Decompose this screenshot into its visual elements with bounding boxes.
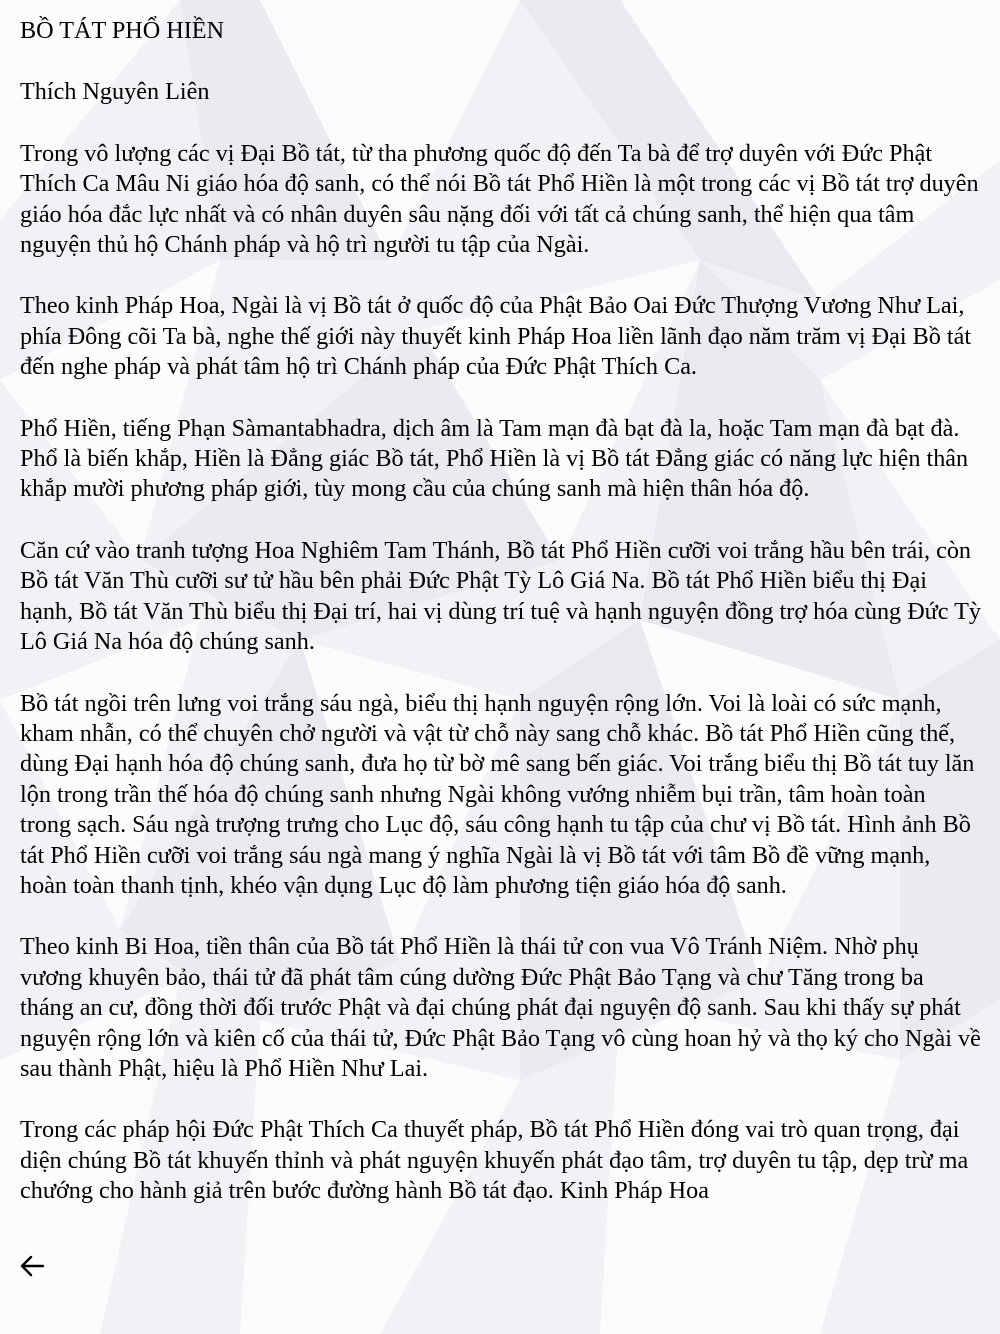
paragraph: Trong vô lượng các vị Đại Bồ tát, từ tha phương quốc độ đến Ta bà để trợ duyên với Đức Phật Thích Ca Mâu Ni giáo hóa độ sanh, có thể nói Bồ tát Phổ Hiền là một trong các vị Bồ tát trợ duyên giáo hóa đắc lực nhất và có nhân duyên sâu nặng đối với tất cả chúng sanh, thể hiện qua tâm nguyện thủ hộ Chánh pháp và hộ trì người tu tập của Ngài.	[20, 139, 979, 259]
paragraph: Theo kinh Bi Hoa, tiền thân của Bồ tát Phổ Hiền là thái tử con vua Vô Tránh Niệm. Nhờ phụ vương khuyên bảo, thái tử đã phát tâm cúng dường Đức Phật Bảo Tạng và chư Tăng trong ba tháng an cư, đồng thời đối trước Phật và đại chúng phát đại nguyện độ sanh. Sau khi thấy sự phát nguyện rộng lớn và kiên cố của thái tử, Đức Phật Bảo Tạng vô cùng hoan hỷ và thọ ký cho Ngài về sau thành Phật, hiệu là Phổ Hiền Như Lai.	[20, 933, 981, 1082]
paragraph: Bồ tát ngồi trên lưng voi trắng sáu ngà, biểu thị hạnh nguyện rộng lớn. Voi là loài có sức mạnh, kham nhẫn, có thể chuyên chở người và vật từ chỗ này sang chỗ khác. Bồ tát Phổ Hiền cũng thế, dùng Đại hạnh hóa độ chúng sanh, đưa họ từ bờ mê sang bến giác. Voi trắng biểu thị Bồ tát tuy lăn lộn trong trần thế hóa độ chúng sanh nhưng Ngài không vướng nhiễm bụi trần, tâm hoàn toàn trong sạch. Sáu ngà trượng trưng cho Lục độ, sáu công hạnh tu tập của chư vị Bồ tát. Hình ảnh Bồ tát Phổ Hiền cưỡi voi trắng sáu ngà mang ý nghĩa Ngài là vị Bồ tát với tâm Bồ đề vững mạnh, hoàn toàn thanh tịnh, khéo vận dụng Lục độ làm phương tiện giáo hóa độ sanh.	[20, 689, 975, 899]
paragraph: Phổ Hiền, tiếng Phạn Sàmantabhadra, dịch âm là Tam mạn đà bạt đà la, hoặc Tam mạn đà bạt đà. Phổ là biến khắp, Hiền là Đẳng giác Bồ tát, Phổ Hiền là vị Bồ tát Đẳng giác có năng lực hiện thân khắp mười phương pháp giới, tùy mong cầu của chúng sanh mà hiện thân hóa độ.	[20, 414, 969, 503]
back-button[interactable]	[14, 1248, 50, 1284]
document-reader[interactable]	[20, 16, 982, 1252]
document-author: Thích Nguyên Liên	[20, 78, 210, 106]
paragraph: Căn cứ vào tranh tượng Hoa Nghiêm Tam Thánh, Bồ tát Phổ Hiền cưỡi voi trắng hầu bên trái, còn Bồ tát Văn Thù cưỡi sư tử hầu bên phải Đức Phật Tỳ Lô Giá Na. Bồ tát Phổ Hiền biểu thị Đại hạnh, Bồ tát Văn Thù biểu thị Đại trí, hai vị dùng trí tuệ và hạnh nguyện đồng trợ hóa cùng Đức Tỳ Lô Giá Na hóa độ chúng sanh.	[20, 536, 981, 656]
arrow-left-icon	[18, 1252, 46, 1280]
document-title: BỒ TÁT PHỔ HIỀN	[20, 17, 225, 44]
paragraph: Trong các pháp hội Đức Phật Thích Ca thuyết pháp, Bồ tát Phổ Hiền đóng vai trò quan trọng, đại diện chúng Bồ tát khuyến thỉnh và phát nguyện khuyến phát đạo tâm, trợ duyên tu tập, dẹp trừ ma chướng cho hành giả trên bước đường hành Bồ tát đạo. Kinh Pháp Hoa	[20, 1116, 969, 1205]
paragraph: Theo kinh Pháp Hoa, Ngài là vị Bồ tát ở quốc độ của Phật Bảo Oai Đức Thượng Vương Như Lai, phía Đông cõi Ta bà, nghe thế giới này thuyết kinh Pháp Hoa liền lãnh đạo năm trăm vị Đại Bồ tát đến nghe pháp và phát tâm hộ trì Chánh pháp của Đức Phật Thích Ca.	[20, 292, 972, 381]
